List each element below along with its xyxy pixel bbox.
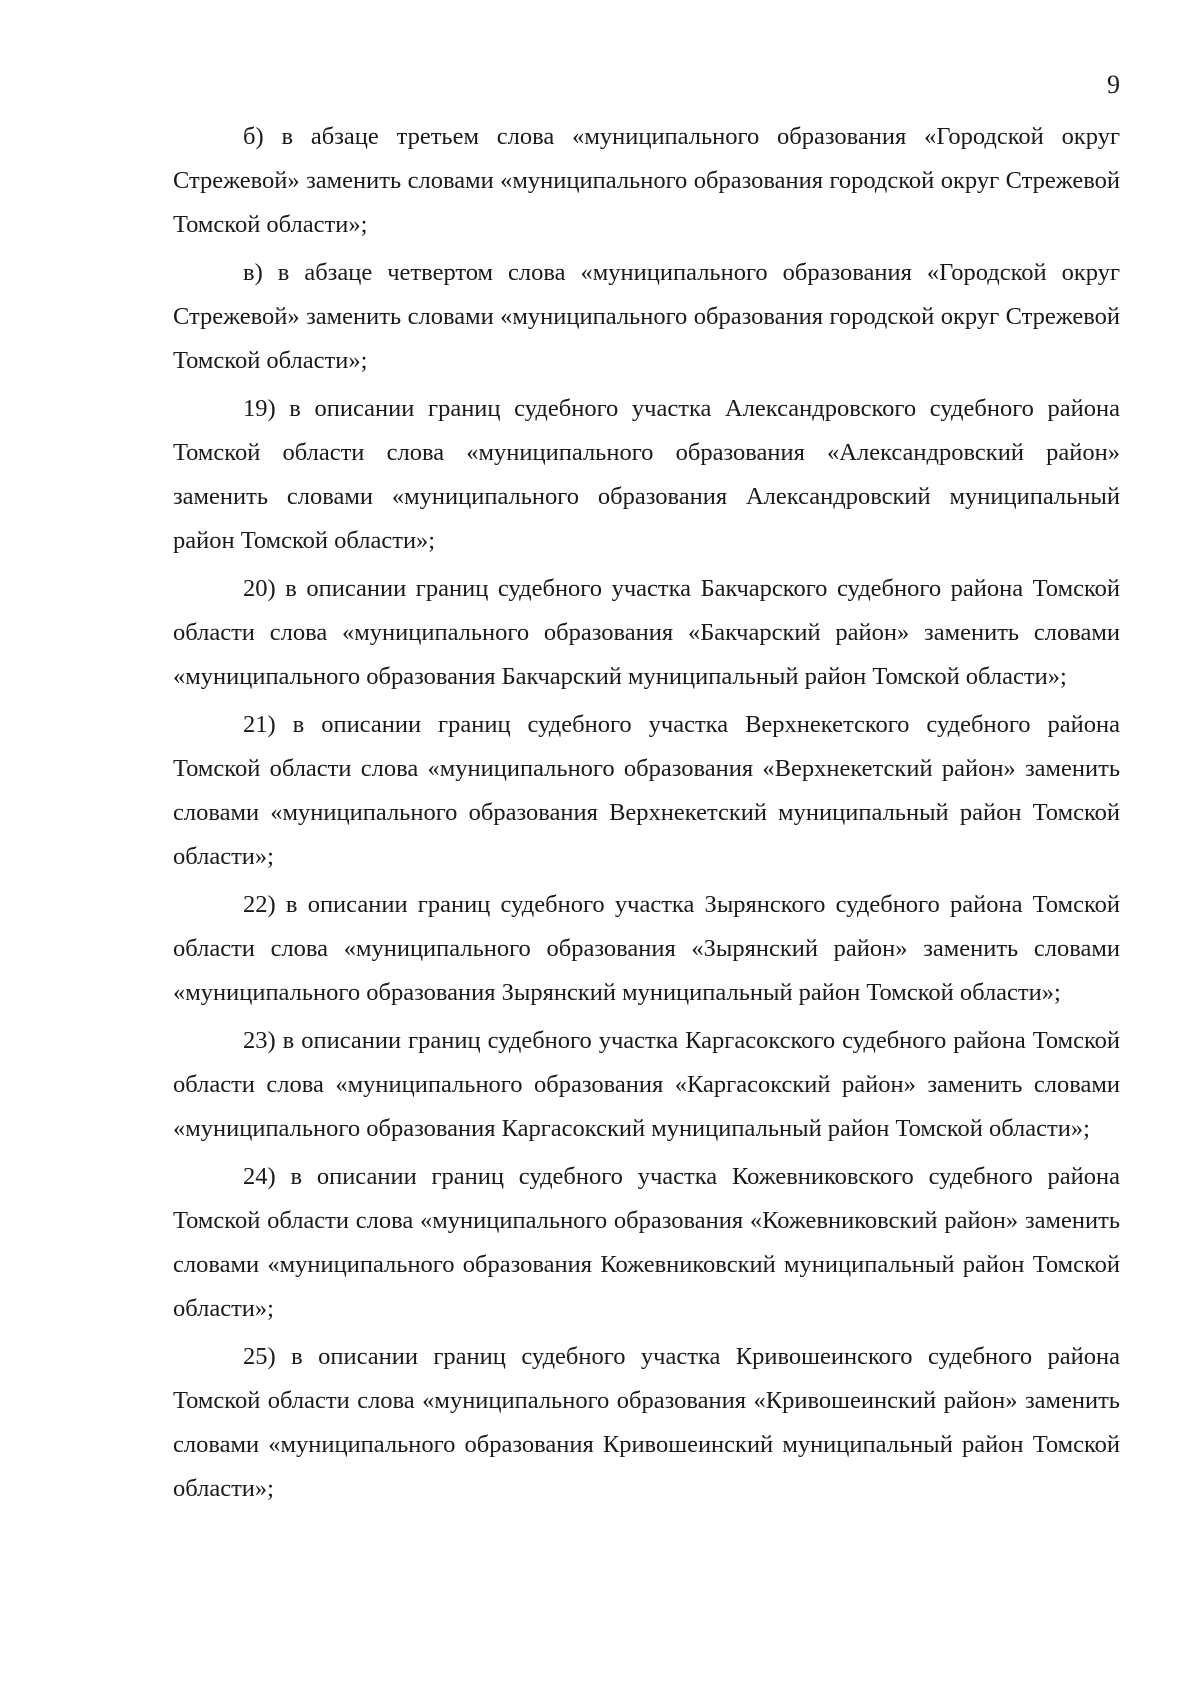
paragraph-19: 19) в описании границ судебного участка Александровского судебного района Томской области слова «муниципального образования «Александровский район» заменить словами «муниципального образования Александровский муниципальный район Томской области»;: [173, 395, 1120, 554]
paragraph-b: б) в абзаце третьем слова «муниципального образования «Городской округ Стрежевой» заменить словами «муниципального образования городской округ Стрежевой Томской области»;: [173, 123, 1120, 238]
paragraph-22: 22) в описании границ судебного участка Зырянского судебного района Томской области слова «муниципального образования «Зырянский район» заменить словами «муниципального образования Зырянский муниципальный район Томской области»;: [173, 891, 1120, 1006]
page-number: 9: [1107, 70, 1120, 99]
paragraph-v: в) в абзаце четвертом слова «муниципального образования «Городской округ Стрежевой» заменить словами «муниципального образования городской округ Стрежевой Томской области»;: [173, 259, 1120, 374]
paragraph-25: 25) в описании границ судебного участка Кривошеинского судебного района Томской области слова «муниципального образования «Кривошеинский район» заменить словами «муниципального образования Кривошеинский муниципальный район Томской области»;: [173, 1343, 1120, 1502]
paragraph-23: 23) в описании границ судебного участка Каргасокского судебного района Томской области слова «муниципального образования «Каргасокский район» заменить словами «муниципального образования Каргасокский муниципальный район Томской области»;: [173, 1027, 1120, 1142]
paragraph-20: 20) в описании границ судебного участка Бакчарского судебного района Томской области слова «муниципального образования «Бакчарский район» заменить словами «муниципального образования Бакчарский муниципальный район Томской области»;: [173, 575, 1120, 690]
paragraph-21: 21) в описании границ судебного участка Верхнекетского судебного района Томской области слова «муниципального образования «Верхнекетский район» заменить словами «муниципального образования Верхнекетский муниципальный район Томской области»;: [173, 711, 1120, 870]
paragraph-24: 24) в описании границ судебного участка Кожевниковского судебного района Томской области слова «муниципального образования «Кожевниковский район» заменить словами «муниципального образования Кожевниковский муниципальный район Томской области»;: [173, 1163, 1120, 1322]
document-body: [173, 115, 1120, 1515]
